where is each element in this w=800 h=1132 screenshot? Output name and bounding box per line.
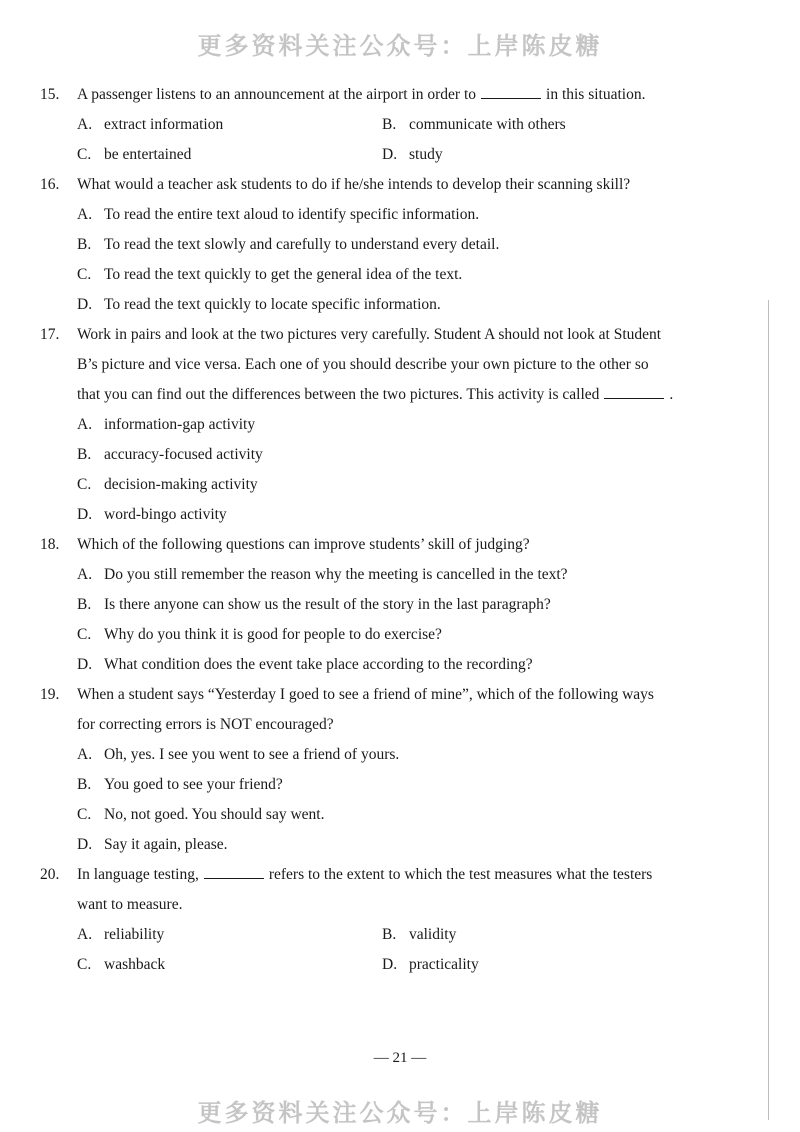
options-row [40, 140, 706, 170]
page-edge-line [768, 300, 769, 1120]
option-b: B. Is there anyone can show us the result of the story in the last paragraph? [77, 596, 551, 613]
question-stem: Which of the following questions can improve students’ skill of judging? [77, 536, 530, 553]
option-b: B. To read the text slowly and carefully to understand every detail. [77, 236, 500, 253]
option-b: B. You goed to see your friend? [77, 776, 283, 793]
question-stem-line: for correcting errors is NOT encouraged? [77, 716, 334, 733]
question-number: 19. [40, 686, 60, 703]
option-b: B. communicate with others [382, 116, 566, 133]
options-row [40, 110, 706, 140]
option-c: C. be entertained [77, 146, 192, 163]
option-d: D. study [382, 146, 443, 163]
option-a: A. Do you still remember the reason why the meeting is cancelled in the text? [77, 566, 568, 583]
answer-blank [604, 380, 664, 399]
option-a: A. reliability [77, 926, 165, 943]
option-c: C. To read the text quickly to get the general idea of the text. [77, 266, 463, 283]
option-b: B. accuracy-focused activity [77, 446, 263, 463]
question-stem-line: In language testing, refers to the extent to which the test measures what the testers [77, 860, 706, 890]
option-c: C. No, not goed. You should say went. [77, 806, 325, 823]
option-d: D. What condition does the event take place according to the recording? [77, 656, 533, 673]
question-stem-line: Work in pairs and look at the two pictures very carefully. Student A should not look at Student [77, 326, 662, 343]
question-stem-end: in this situation. [546, 86, 646, 103]
options-row [40, 920, 706, 950]
question-stem-line: When a student says “Yesterday I goed to see a friend of mine”, which of the following ways [77, 686, 654, 703]
answer-blank [481, 80, 541, 99]
option-a: A. extract information [77, 116, 224, 133]
option-a: A. Oh, yes. I see you went to see a friend of yours. [77, 746, 400, 763]
exam-page-content [40, 80, 706, 980]
question-20 [40, 860, 706, 920]
question-18 [40, 530, 706, 560]
question-17 [40, 320, 706, 410]
option-c: C. Why do you think it is good for people to do exercise? [77, 626, 442, 643]
question-stem: A passenger listens to an announcement at the airport in order to [77, 86, 477, 103]
question-stem-line: want to measure. [77, 896, 183, 913]
option-b: B. validity [382, 926, 457, 943]
question-number: 18. [40, 536, 60, 553]
question-19 [40, 680, 706, 740]
question-16 [40, 170, 706, 200]
question-stem: What would a teacher ask students to do if he/she intends to develop their scanning skill? [77, 176, 631, 193]
watermark-top: 更多资料关注公众号：上岸陈皮糖 [197, 32, 603, 60]
question-stem-line: that you can find out the differences between the two pictures. This activity is called . [77, 380, 706, 410]
question-stem-line: B’s picture and vice versa. Each one of you should describe your own picture to the other so [77, 356, 649, 373]
options-row [40, 950, 706, 980]
question-number: 20. [40, 866, 60, 883]
option-d: D. To read the text quickly to locate specific information. [77, 296, 441, 313]
option-c: C. washback [77, 956, 166, 973]
question-number: 17. [40, 326, 60, 343]
question-number: 16. [40, 176, 60, 193]
option-d: D. word-bingo activity [77, 506, 227, 523]
option-d: D. Say it again, please. [77, 836, 228, 853]
option-a: A. information-gap activity [77, 416, 256, 433]
question-number: 15. [40, 86, 60, 103]
option-d: D. practicality [382, 956, 479, 973]
option-c: C. decision-making activity [77, 476, 258, 493]
option-a: A. To read the entire text aloud to identify specific information. [77, 206, 480, 223]
watermark-bottom: 更多资料关注公众号：上岸陈皮糖 [197, 1099, 603, 1127]
answer-blank [204, 860, 264, 879]
page-number: — 21 — [373, 1050, 427, 1066]
question-15 [40, 80, 706, 110]
